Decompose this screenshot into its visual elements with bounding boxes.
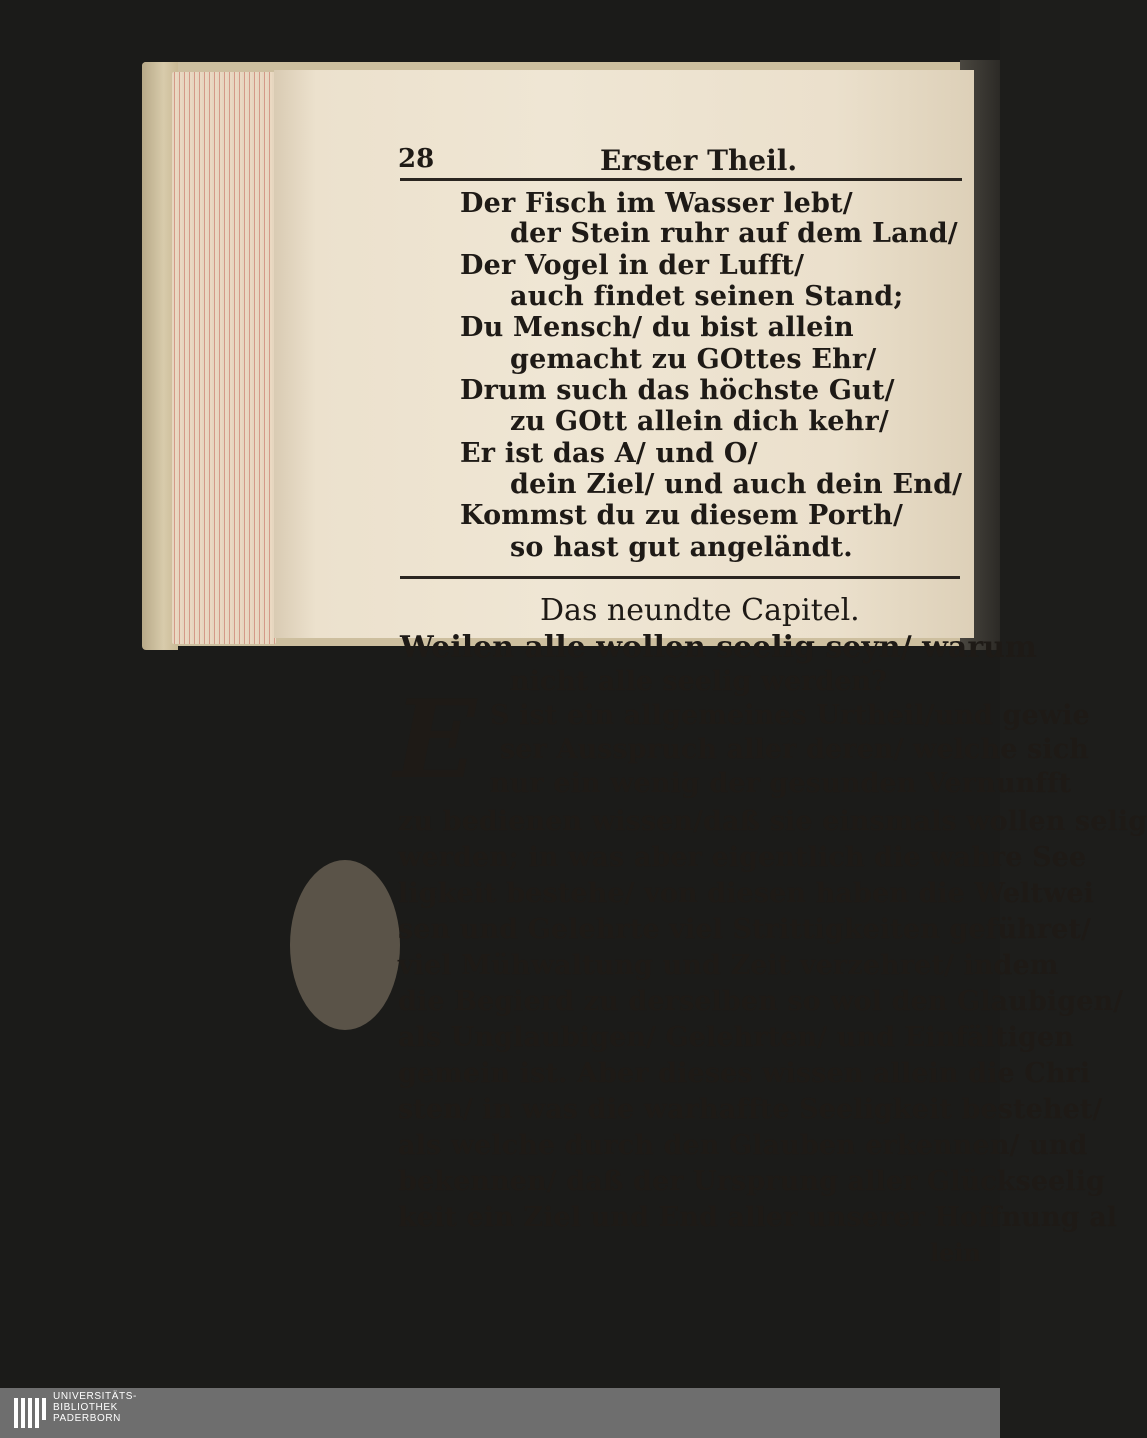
page-number: 28 (398, 144, 435, 174)
paper-stain (290, 860, 400, 1030)
body-line: ligkeit bestehe/ von diesen haben die Weltwei (398, 878, 1094, 909)
body-line: nur ein wenig der gesunden Vernunfft (490, 768, 1072, 799)
body-line: werden; in was aber eigentlich die wahre See (398, 842, 1087, 873)
poem-line: der Stein ruhr auf dem Land/ (510, 218, 958, 249)
body-line: als welche durch den Glauben erkennen/ und (398, 1130, 1088, 1161)
body-line: keit ein Ziel und End aller unserer Hoffnung al (398, 1202, 1118, 1233)
body-line: zu bedienen wissen/daß sie einsmals wollen selig (398, 806, 1147, 837)
poem-line: Drum such das höchste Gut/ (460, 375, 895, 406)
body-line: gemein ist. Aber dieses wissen allein die Chri (398, 1058, 1091, 1089)
poem-line: so hast gut angeländt. (510, 532, 853, 563)
body-line: die Begierd zu derselben so wol den Glaubigen/ (398, 986, 1124, 1017)
body-line: als Unglaubigen/ Gelehrten/ und Einfältigen (398, 1022, 1075, 1053)
chapter-subtitle: Weilen alle wollen seelig seyn/ warum (400, 630, 1037, 665)
drop-cap-initial: E (394, 677, 477, 803)
body-line: ser Ausspruch aller deren/ welche sich (500, 734, 1090, 765)
body-line: viel Mühwaltung und Zeit verzehret/ indem (398, 950, 1059, 981)
poem-line: dein Ziel/ und auch dein End/ (510, 469, 963, 500)
library-name-line: BIBLIOTHEK (53, 1402, 118, 1413)
chapter-title: Das neundte Capitel. (540, 593, 860, 628)
header-rule (400, 178, 962, 181)
body-line: bekennen/ daß der Ursprung aller Glückseelig (398, 1166, 1106, 1197)
poem-line: Kommst du zu diesem Porth/ (460, 500, 904, 531)
running-head: Erster Theil. (600, 144, 798, 177)
chapter-subtitle: nicht alle seelig werden? (510, 666, 887, 697)
poem-line: Der Vogel in der Lufft/ (460, 250, 805, 281)
library-name-line: UNIVERSITÄTS- (53, 1391, 137, 1402)
poem-line: gemacht zu GOttes Ehr/ (510, 344, 877, 375)
chapter-rule (400, 576, 960, 579)
poem-line: zu GOtt allein dich kehr/ (510, 406, 889, 437)
body-line: S ist ein allgemeines Urtheil/und gewie (490, 700, 1090, 731)
library-name-line: PADERBORN (53, 1413, 122, 1424)
catchword: lein (930, 1238, 981, 1267)
body-line: sen und Gelehrte viel Strittigkeiten geführet/ (398, 914, 1091, 945)
library-logo-icon (14, 1396, 48, 1430)
body-line: sten/ in was die warhaffte Seeligkeit bestehet/ (398, 1094, 1103, 1125)
poem-line: Der Fisch im Wasser lebt/ (460, 188, 853, 219)
footer-bar (0, 1388, 1000, 1438)
poem-line: Du Mensch/ du bist allein (460, 312, 854, 343)
poem-line: auch findet seinen Stand; (510, 281, 904, 312)
page-edges (172, 72, 276, 644)
poem-line: Er ist das A/ und O/ (460, 438, 758, 469)
